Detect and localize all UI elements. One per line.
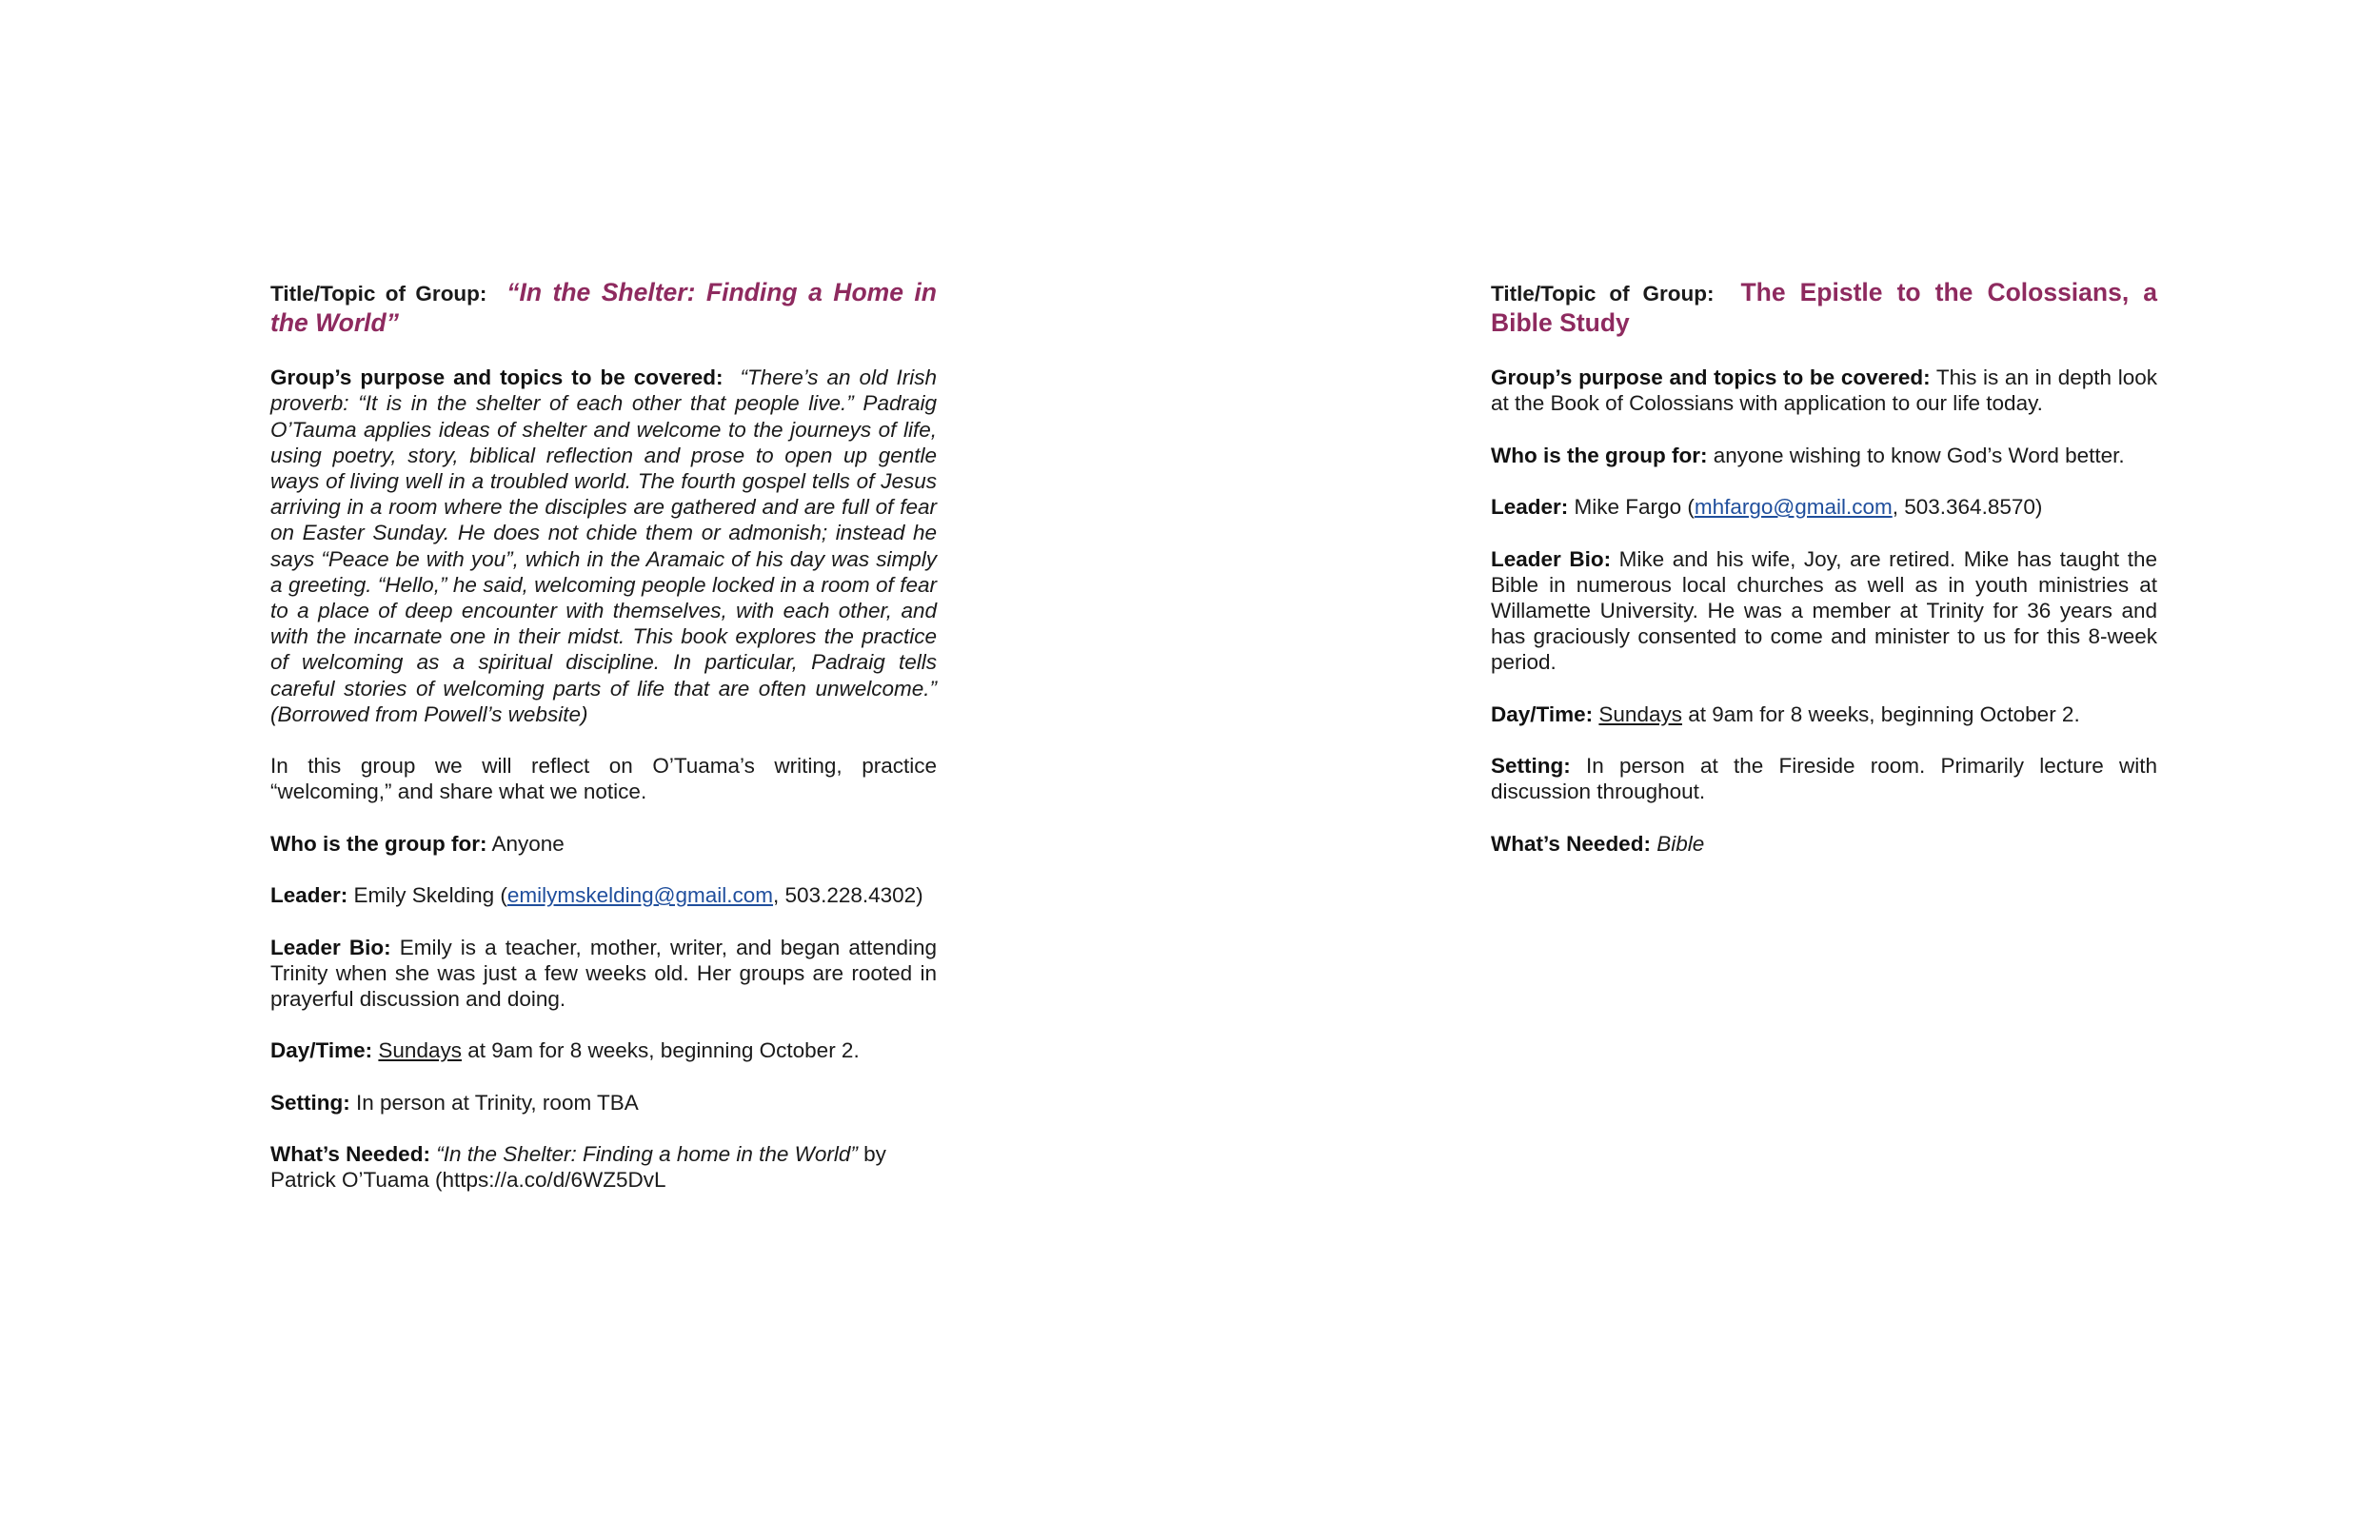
- leader-email-link[interactable]: emilymskelding@gmail.com: [506, 883, 774, 908]
- leader-label: Leader:: [1491, 495, 1569, 520]
- day-text: at 9am for 8 weeks, beginning October 2.: [1681, 701, 2080, 726]
- leader-phone: , 503.364.8570): [1892, 495, 2043, 520]
- purpose-text: This is an in depth look at the Book of Colossians with application to our life today.: [1491, 365, 2157, 416]
- setting-section: [270, 1090, 937, 1116]
- bio-label: Leader Bio:: [270, 935, 391, 959]
- day-underlined: Sundays: [378, 1038, 462, 1063]
- purpose-label: Group’s purpose and topics to be covered:: [270, 365, 724, 390]
- who-text: Anyone: [491, 831, 565, 856]
- needed-label: What’s Needed:: [270, 1142, 430, 1167]
- bio-label: Leader Bio:: [1491, 546, 1612, 571]
- title-text: “In the Shelter: Finding a Home in the World”: [270, 278, 937, 337]
- leader-name: Emily Skelding (: [353, 883, 507, 908]
- purpose-label: Group’s purpose and topics to be covered:: [1491, 365, 1931, 390]
- group-description-left: [270, 278, 937, 1219]
- bio-text: Emily is a teacher, mother, writer, and began attending Trinity when she was just a few weeks old. Her groups are rooted in prayerful discussion and doing.: [270, 935, 937, 1011]
- who-text: anyone wishing to know God’s Word better.: [1713, 443, 2125, 467]
- setting-text: In person at the Fireside room. Primarily lecture with discussion throughout.: [1491, 754, 2157, 804]
- bio-section: [270, 935, 937, 1013]
- group-title: [1491, 278, 2157, 339]
- needed-section: [270, 1141, 937, 1193]
- needed-italic: “In the Shelter: Finding a home in the World”: [436, 1142, 858, 1167]
- who-section: [270, 831, 937, 857]
- bio-section: [1491, 546, 2157, 676]
- setting-label: Setting:: [1491, 754, 1571, 779]
- group-title: [270, 278, 937, 339]
- setting-text: In person at Trinity, room TBA: [356, 1090, 639, 1115]
- needed-italic: Bible: [1656, 831, 1705, 856]
- leader-phone: , 503.228.4302): [773, 883, 923, 908]
- day-label: Day/Time:: [270, 1038, 373, 1063]
- needed-text: by Patrick O’Tuama (https://a.co/d/6WZ5DvL: [270, 1142, 886, 1193]
- setting-section: [1491, 753, 2157, 804]
- group-description-right: [1491, 278, 2157, 882]
- purpose-section: [270, 365, 937, 727]
- leader-name: Mike Fargo (: [1574, 495, 1695, 520]
- day-section: [1491, 701, 2157, 727]
- leader-label: Leader:: [270, 883, 348, 908]
- needed-label: What’s Needed:: [1491, 831, 1651, 856]
- setting-label: Setting:: [270, 1090, 350, 1115]
- day-text: at 9am for 8 weeks, beginning October 2.: [461, 1038, 860, 1063]
- day-section: [270, 1037, 937, 1063]
- title-text: The Epistle to the Colossians, a Bible Study: [1491, 278, 2157, 337]
- bio-text: Mike and his wife, Joy, are retired. Mike has taught the Bible in numerous local churches as well as in youth ministries at Willamette University. He was a member at Trinity for 36 years and has graciously consented to come and minister to us for this 8-week period.: [1491, 546, 2157, 675]
- leader-section: [270, 882, 937, 908]
- day-label: Day/Time:: [1491, 701, 1594, 726]
- leader-email-link[interactable]: mhfargo@gmail.com: [1694, 495, 1893, 520]
- reflect-text: In this group we will reflect on O’Tuama’s writing, practice “welcoming,” and share what we notice.: [270, 754, 937, 804]
- who-label: Who is the group for:: [1491, 443, 1708, 467]
- reflect-paragraph: [270, 753, 937, 804]
- title-label: Title/Topic of Group:: [270, 282, 487, 306]
- purpose-section: [1491, 365, 2157, 416]
- purpose-text: “There’s an old Irish proverb: “It is in the shelter of each other that people live.” Padraig O’Tauma applies ideas of shelter and welcome to the journeys of life, using poetry, story, biblical reflection and prose to open up gentle ways of living well in a troubled world. The fourth gospel tells of Jesus arriving in a room where the disciples are gathered and are full of fear on Easter Sunday. He does not chide them or admonish; instead he says “Peace be with you”, which in the Aramaic of his day was simply a greeting. “Hello,” he said, welcoming people locked in a room of fear to a place of deep encounter with themselves, with each other, and with the incarnate one in their midst. This book explores the practice of welcoming as a spiritual discipline. In particular, Padraig tells careful stories of welcoming parts of life that are often unwelcome.” (Borrowed from Powell’s website): [270, 365, 937, 726]
- who-section: [1491, 443, 2157, 468]
- leader-section: [1491, 494, 2157, 520]
- title-label: Title/Topic of Group:: [1491, 282, 1715, 306]
- day-underlined: Sundays: [1598, 701, 1682, 726]
- needed-section: [1491, 831, 2157, 857]
- who-label: Who is the group for:: [270, 831, 487, 856]
